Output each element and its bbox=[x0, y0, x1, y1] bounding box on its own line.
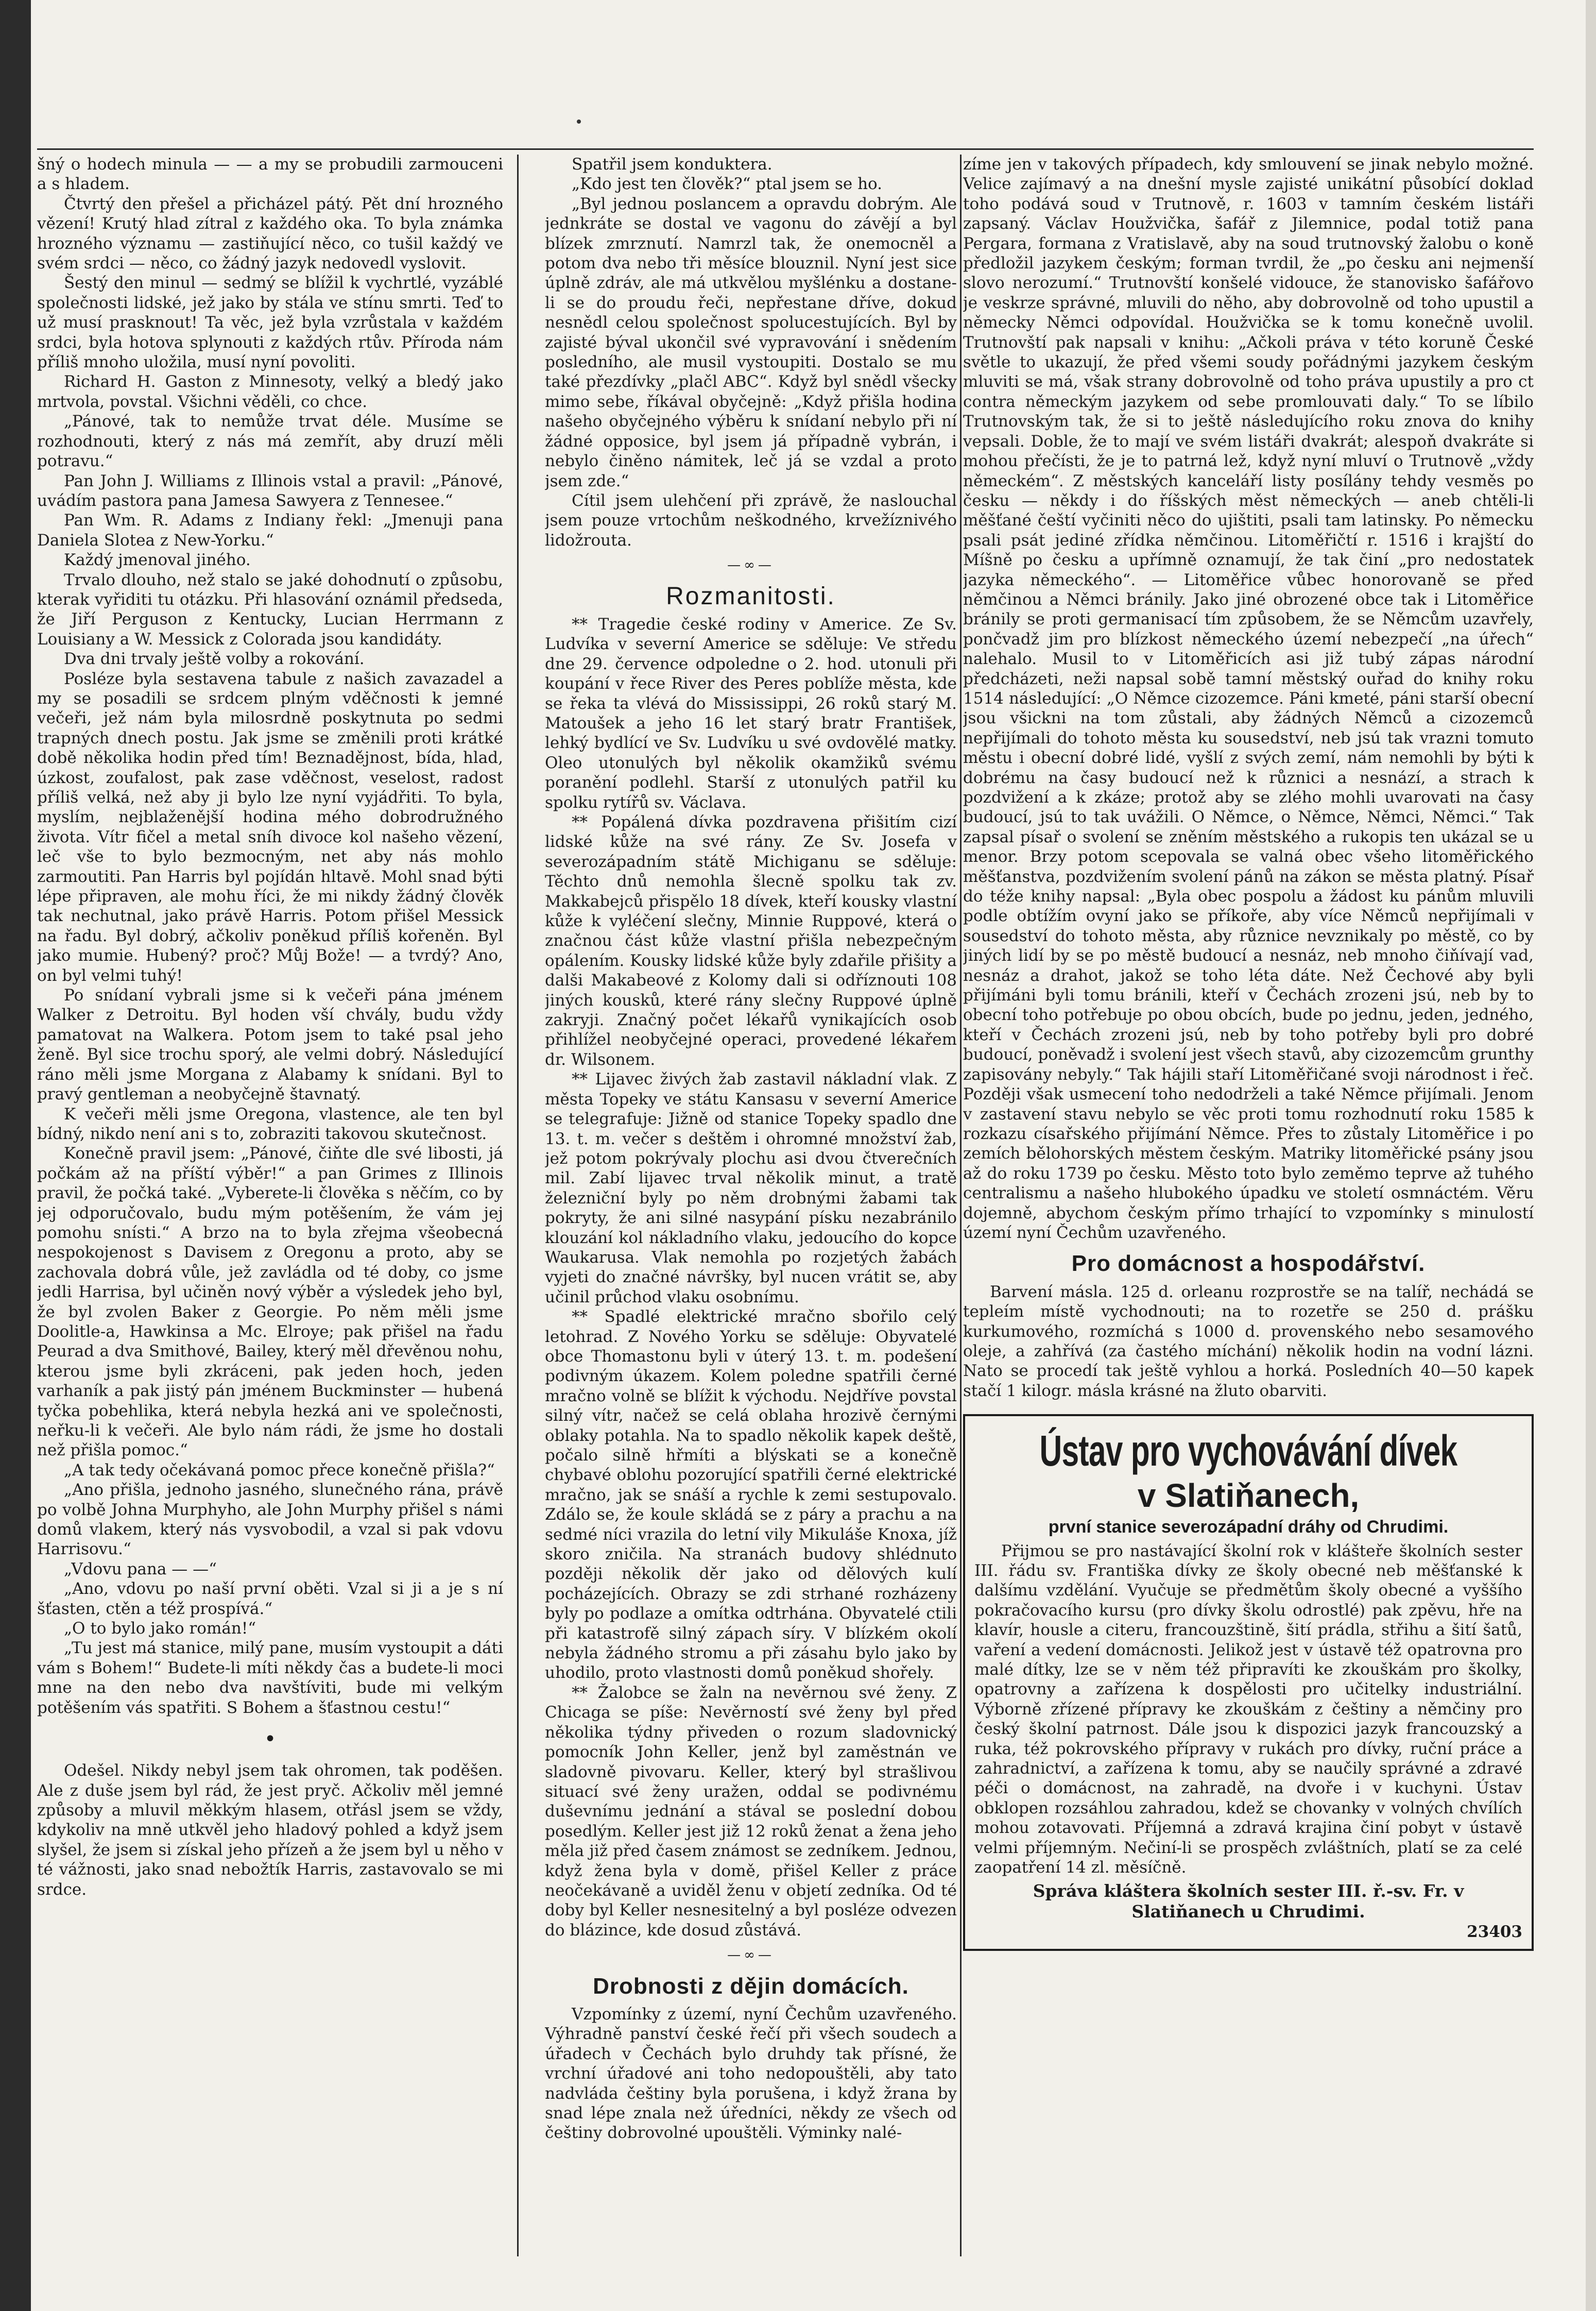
story-paragraph: Cítil jsem ulehčení při zprávě, že naslouchal jsem pouze vrtochům neškodného, krvežíznivého lidožrouta. bbox=[545, 491, 957, 550]
story-paragraph: „Byl jednou poslancem a opravdu dobrým. Ale jednkráte se dostal ve vagonu do závějí a byl blízek zmrznutí. Namrzl tak, že onemocněl a potom dva nebo tři měsíce blouznil. Nyní jest sice úplně zdráv, ale má utkvělou myšlénku a dostane-li se do proudu řeči, nepřestane dříve, dokud nesnědl celou společnost spolucestujících. Byl by zajisté býval ukončil své vypravování i snědením posledního, ale musil vystoupiti. Dostalo se mu také přezdívky „plačl ABC“. Když byl snědl všecky mimo sebe, říkával obyčejně: „Když přišla hodina našeho obyčejného výběru k snídaní nebylo při ní žádné opposice, byl jsem já případně vybrán, i nebylo činěno námitek, leč já se vzdal a proto jsem zde.“ bbox=[545, 194, 957, 490]
story-paragraph: Odešel. Nikdy nebyl jsem tak ohromen, tak poděšen. Ale z duše jsem byl rád, že jest pryč. Ačkoliv měl jemné způsoby a mluvil měkkým hlasem, otřásl jsem se vždy, kdykoliv na mně utkvěl jeho hladový pohled a když jsem slyšel, že jsem si získal jeho přízeň a že jsem byl u něho v té vážnosti, jako snad nebožtík Harris, zastavovalo se mi srdce. bbox=[37, 1761, 503, 1899]
ad-subtitle: první stanice severozápadní dráhy od Chrudimi. bbox=[1048, 1517, 1449, 1537]
ad-title-location: v Slatiňanech, bbox=[1137, 1477, 1360, 1515]
story-paragraph: „Pánové, tak to nemůže trvat déle. Musíme se rozhodnouti, který z nás má zemřít, aby druzí měli potravu.“ bbox=[37, 412, 503, 471]
story-paragraph: Konečně pravil jsem: „Pánové, čiňte dle své libosti, já počkám až na příští výběr!“ a pan Grimes z Illinois pravil, že počká také. „Vyberete-li člověka s něčím, co by jej odporučovalo, budu mým potěšením, že vám jej pomohu snísti.“ A brzo na to byla zřejma všeobecná nespokojenost s Davisem z Oregonu a proto, aby se zachovala dobrá vůle, jež zavládla od té doby, co jsme jedli Harrisa, byl učiněn nový výběr a výsledek jeho byl, že byl zvolen Baker z Georgie. Po něm měli jsme Doolitle-a, Hawkinsa a Mc. Elroye; pak přišel na řadu Peurad a dva Smithové, Bailey, který měl dřevěnou nohu, kterou jsme byli zkráceni, pak jeden hoch, jeden varhaník a pak jistý pán jménem Buckminster — hubená tyčka pobehlika, která nebyla hezká ani ve společnosti, neřku-li k večeři. Ale bylo nám rádi, že jsme ho dostali než přišla pomoc.“ bbox=[37, 1144, 503, 1460]
story-paragraph: Pan Wm. R. Adams z Indiany řekl: „Jmenuji pana Daniela Slotea z New-Yorku.“ bbox=[37, 511, 503, 550]
story-paragraph: K večeři měli jsme Oregona, vlastence, ale ten byl bídný, nikdo není ani s to, zobraziti takovou skutečnost. bbox=[37, 1104, 503, 1143]
story-paragraph: „Kdo jest ten člověk?“ ptal jsem se ho. bbox=[572, 175, 883, 194]
top-rule bbox=[37, 148, 1534, 150]
story-paragraph: Pan John J. Williams z Illinois vstal a pravil: „Pánové, uvádím pastora pana Jamesa Sawyera z Tennesee.“ bbox=[37, 471, 503, 510]
section-heading-domacnost: Pro domácnost a hospodářství. bbox=[1071, 1251, 1426, 1277]
story-paragraph: Čtvrtý den přešel a přicházel pátý. Pět dní hrozného vězení! Krutý hlad zítral z každého oka. To byla známka hrozného významu — zastiňující něco, co tušil každý ve svém srdci — něco, co žádný jazyk nedovedl vyslovit. bbox=[37, 194, 503, 273]
story-paragraph: „Ano přišla, jednoho jasného, slunečného rána, právě po volbě Johna Murphyho, ale John Murphy přišel s námi domů vlakem, který nás vysvobodil, a vzal si pak vdovu Harrisovu.“ bbox=[37, 1481, 503, 1559]
ornament-separator: —∞— bbox=[727, 557, 775, 573]
history-paragraph: Vzpomínky z území, nyní Čechům uzavřeného. Výhradně panství české řečí při všech soudech a úřadech v Čechách bylo druhdy tak přísné, že vrchní úřadové ani toho nedopouštěli, aby tato nadvláda češtiny byla porušena, i když žrana by snad lépe znala než úředníci, někdy ze všech od češtiny dobrovolné upouštěli. Výminky nalé- bbox=[545, 2004, 957, 2143]
story-paragraph: „Tu jest má stanice, milý pane, musím vystoupit a dáti vám s Bohem!“ Budete-li míti někdy čas a budete-li moci mne na den nebo dva navštíviti, bude mi velkým potěšením vás spatřiti. S Bohem a šťastnou cestu!“ bbox=[37, 1639, 503, 1717]
story-paragraph: „O to bylo jako román!“ bbox=[64, 1619, 256, 1638]
news-item: ** Spadlé elektrické mračno sbořilo celý letohrad. Z Nového Yorku se sděluje: Obyvatelé obce Thomastonu byli v úterý 13. t. m. podešení podivným úkazem. Kolem poledne spatřili černé mračno volně se blížit k východu. Nejdříve povstal silný vítr, načež se celá oblaha hrozivě černými oblaky potahla. Na to spadlo několik kapek deště, počalo silně hřmíti a blýskati se a konečně chybavé oblohu pozorující spatřili černé elektrické mračno, jak se snáší a rychle k zemi sestupovalo. Zdálo se, že koule skládá se z páry a prachu a na sedmé níci vrazila do letní vily Mikuláše Knoxa, jíž skoro zničila. Na stranách budovy shlédnuto později několik děr jako od dělových kulí pocházejících. Obrazy se zdi strhané rozházeny byly po podlaze a omítka odtrhána. Obyvatelé ctili při katastrofě silný zápach síry. V blízkém okolí nebyla žádného stromu a při zásahu bylo jako by uhodilo, proto vlastnosti domů poněkud shořely. bbox=[545, 1307, 957, 1683]
story-paragraph: „A tak tedy očekávaná pomoc přece konečně přišla?“ bbox=[64, 1460, 495, 1480]
column-2 bbox=[545, 155, 957, 2256]
page-speck bbox=[577, 120, 581, 124]
story-paragraph: Po snídaní vybrali jsme si k večeři pána jménem Walker z Detroitu. Byl hoden vší chvály, budu vždy pamatovat na Walkera. Potom jsem to také psal jeho ženě. Byl sice trochu sporý, ale velmi dobrý. Následující ráno měli jsme Morgana z Alabamy k snídani. Byl to pravý gentleman a neobyčejně štavnatý. bbox=[37, 986, 503, 1104]
story-paragraph: šný o hodech minula — — a my se probudili zarmouceni a s hladem. bbox=[37, 155, 503, 194]
ad-body: Přijmou se pro nastávající školní rok v klášteře školních sester III. řádu sv. Františka dívky ze školy obecné neb měšťanské k dalšímu vzdělání. Vyučuje se předmětům školy obecné a vyššího pokračovacího kursu (pro dívky školu odrostlé) pak zpěvu, hře na klavír, housle a citeru, francouzštině, šití prádla, střihu a šití šatů, vaření a vedení domácnosti. Jelikož jest v ústavě též opatrovna pro malé dítky, lze se v něm též připravíti ke zkouškám pro školky, opatrovny a zařízena k dospělosti pro učitelky industriální. Výborně zřízené přípravy ke zkouškám z češtiny a němčiny pro český školní patrnost. Dále jsou k dispozici jazyk francouzský a ruka, též pokrovského přípravy v rukách pro dívky, ruční práce a zahradnictví, a zařízena k tomu, aby se naučily správné a zdravé péči o domácnost, na zahradě, na dvoře i v kuchyni. Ústav obklopen rozsáhlou zahradou, kdež se chovanky v volných chvílích mohou zotavovati. Příjemná a zdravá krajina činí pobyt v ústavě velmi příjemným. Nečiní-li se prospěch zvláštních, platí se za celé zaopatření 14 zl. měsíčně. bbox=[974, 1541, 1522, 1877]
history-paragraph: zíme jen v takových případech, kdy smlouvení se jinak nebylo možné. Velice zajímavý a na dnešní mysle zajisté unikátní působící doklad toho podává soud v Trutnově, r. 1603 v tamním českém listáři zapsaný. Václav Houžvička, šafář z Jilemnice, podal totiž pana Pergara, formana z Vratislavě, aby na soud trutnovský žalobu o koně předložil jazykem českým; forman tvrdil, že „po česku ani nejmenší slovo nerozumí.“ Trutnovští konšelé vidouce, že stanovisko šafářovo je veskrze správné, mluvili do něho, aby dobrovolně od toho upustil a německy Němci odpovídal. Houžvička se k tomu konečně uvolil. Trutnovští pak napsali v knihu: „Ačkoli práva v této koruně České světle to ukazují, že před všemi soudy pořádnými jazykem českým mluviti se má, však strany dobrovolně od toho práva upustily a pro ct contra německým jazykem od sebe promlouvati daly.“ To se líbilo Trutnovským tak, že si to ještě následujícího roku znova do knihy vepsali. Doble, že to mají ve svém listáři dvakrát; alespoň dvakráte si mohou přečísti, že je to patrná lež, když nyní mluví o Trutnově „vždy německém“. Z městských kanceláří listy posílány tehdy vesměs po česku — někdy i do říšských měst německých — aneb chtěli-li měšťané čeští vyčiniti něco do ujištiti, psali tam latinsky. Po německu psali psát jediné zřídka němčinou. Litoměřičtí r. 1516 i krajští do Míšně po česku a upřímně oznamují, že tak činí „pro nedostatek jazyka německého“. — Litoměřice vůbec honorovaně se před němčinou a Němci bránily. Jako jiné obrozené obce tak i Litoměřice bránily se proti germanisací tím způsobem, že se Němcům uzavřely, pončvadž jim pro blízkost německého území nebezpečí „na úřech“ nalehalo. Musil to v Litoměřicích asi již tubý zápas národní předcházeti, neži napsal sobě tamní městský ouřad do knihy roku 1514 následující: „O Němce cizozemce. Páni kmeté, páni starší obecní jsou všickni na tom zůstali, aby žádných Němců a cizozemců nepřijímali do tohoto města ku sousedství, neb jsú tak vrazni tomuto městu i obecní dobré lidé, vyšlí z svých zemí, nám nemohli by býti k dobrému na časy budoucí než k různici a nesnází, a strach k pozdvižení a k zkáze; protož aby se zlého mohli uvarovati na časy budoucí, jsú to tak uvážili. O Němce, o Němce, Němci, Němci.“ Tak zapsal písař o svolení se zněním městského a rukopis ten ukázal se u menor. Brzy potom scepovala se valná obec všeho litoměřického měšťanstva, pozdvižením svolení pánů na zákon se města platný. Písař do téže knihy napsal: „Byla obec pospolu a žádost ku pánům mluvili podle obtížím ovyní jako se příkoře, aby více Němců nepřijímali v sousedství do tohoto města, aby různice nevznikaly po městě, co by jiných lidí by se po městě budoucí a nesnáz, neb mnoho čiňívají vad, nesnáz a drahot, jakož se toho léta dáte. Než Čechové aby byli přijímáni byli tomu bránili, kteří v Čechách zrozeni jsú, neb by to obecní toho potřebuje po obou obcích, bude po jednu, jeden, jedného, kteří v Čechách zrozeni jsú, neb by toho potřeby byli pro dobré budoucí, poněvadž i svolení jest všech stavů, aby cizozemcům grunthy zapisovány nebyly.“ Tak hájili staří Litoměřičané svoji národnost i řeč. Později však usmecení toho nedodrželi a také Němce přijímali. Jenom v zastavení stavu nebylo se věc proti tomu rozhodnutí roku 1585 k rozkazu císařského přijímání Němce. Přes to zůstaly Litoměřice i po zemích bělohorských městem českým. Matriky litoměřické psány jsou až do roku 1739 po česku. Město toto bylo zeměmo teprve až tuhého centralismu a našeho hlubokého úpadku ve století osmnáctém. Věru dojemně, abychom českým přímo trhající to vzpomínky s minulostí území nyní Čechům uzavřeného. bbox=[963, 155, 1534, 1242]
story-paragraph: Posléze byla sestavena tabule z našich zavazadel a my se posadili se srdcem plným vděčnosti k jemné večeři, jež nám byla milosrdně poskytnuta po sedmi trapných dnech postu. Jak jsme se změnili proti krátké době několika hodin před tím! Beznadějnost, bída, hlad, úzkost, zoufalost, pak zase vděčnost, veselost, radost příliš velká, než aby ji bylo lze nyní vyjádřiti. To byla, myslím, nejblaženější hodina mého dobrodružného života. Vítr fičel a metal sníh divoce kol našeho vězení, leč vše to bylo bezmocným, net aby nás mohlo zarmoutiti. Pan Harris byl pojídán hltavě. Mohl snad býti lépe připraven, ale mohu říci, že mi nikdy žádný člověk tak nechutnal, jako právě Harris. Potom přišel Messick na řadu. Byl dobrý, ačkoliv poněkud příliš kořeněn. Byl jako mumie. Hubený? proč? Můj Bože! — a tvrdý? Ano, on byl velmi tuhý! bbox=[37, 669, 503, 985]
news-item: ** Popálená dívka pozdravena přišitím cizí lidské kůže na své rány. Ze Sv. Josefa v severozápadním státě Michiganu se sděluje: Těchto dnů nemohla šlecně spolku tak zv. Makkabejců přispělo 18 dívek, kteří kousky vlastní kůže k vyléčení slečny, Minnie Ruppové, která o značnou část kůže vlastní přišla nebezpečným opálením. Kousky lidské kůže byly zdařile přišity a dalši Makabeové z Kolomy dali si odříznouti 108 jiných kousků, které rány slečny Ruppové úplně zakryji. Značný počet lékařů vynikajících osob přihlížel neobyčejné operaci, provedené lékařem dr. Wilsonem. bbox=[545, 813, 957, 1069]
ad-footer: Správa kláštera školních sester III. ř.-sv. Fr. v Slatiňanech u Chrudimi. bbox=[1033, 1880, 1464, 1922]
news-item: ** Lijavec živých žab zastavil nákladní vlak. Z města Topeky ve státu Kansasu v severní Americe se telegrafuje: Jižně od stanice Topeky spadlo dne 13. t. m. večer s deštěm i ohromné množství žab, jež potom pokrývaly plochu asi dvou čtverečních mil. Zabí lijavec trval několik minut, a tratě železniční byly po něm drobnými žabami tak pokryty, že ani silné nasypání písku nezabránilo klouzání kol nákladního vlaku, jedoucího do kopce Waukarusa. Vlak nemohla po rozjetých žabách vyjeti do značné návršky, byl nucen vrátit se, aby učinil průchod vlaku osobnímu. bbox=[545, 1070, 957, 1306]
column-1 bbox=[37, 155, 503, 2256]
section-heading-drobnosti: Drobnosti z dějin domácích. bbox=[593, 1973, 909, 1999]
news-item: ** Tragedie české rodiny v Americe. Ze Sv. Ludvíka v severní Americe se sděluje: Ve středu dne 29. července odpoledne o 2. hod. utonuli při koupání v řece River des Peres poblíže města, kde se řeka ta vlévá do Mississippi, 26 roků starý M. Matoušek a jeho 16 let starý bratr František, lehký bydlící ve Sv. Ludvíku u své ovdovělé matky. Oleo utonulých byl několik okamžiků svému poranění podlehl. Starší z utonulých patřil ku spolku rytířů sv. Václava. bbox=[545, 615, 957, 812]
ad-number: 23403 bbox=[1467, 1922, 1522, 1941]
section-heading-rozmanitosti: Rozmanitosti. bbox=[666, 582, 836, 610]
news-item: ** Žalobce se žaln na nevěrnou své ženy. Z Chicaga se píše: Nevěrností své ženy byl před několika týdny přiveden o rozum sladovnický pomocník John Keller, jenž byl zaměstnán ve sladovně pivovaru. Keller, který byl strašlivou situací své ženy uražen, oddal se podivnému duševnímu jednání a stával se poslední dobou posedlým. Keller jest již 12 roků ženat a žena jeho měla již před časem známost se zedníkem. Jednou, když žena byla v domě, přišel Keller z práce neočekávaně a uviděl ženu v objetí zedníka. Od té doby byl Keller nesnesitelný a byl posléze odvezen do blázince, kde dosud zůstává. bbox=[545, 1683, 957, 1940]
household-tip: Barvení másla. 125 d. orleanu rozprostře se na talíř, nechádá se tepleím místě vychodnouti; na to rozetře se 250 d. prášku kurkumového, rozmíchá s 1000 d. provenského nebo sesamového oleje, a zahřívá (za častého míchání) několik hodin na vodní lázni. Nato se procedí tak ještě vyhlou a horká. Posledních 40—50 kapek stačí 1 kilogr. másla krásné na žluto obarviti. bbox=[963, 1282, 1534, 1400]
scan-left-edge bbox=[0, 0, 31, 2311]
ornament-separator: —∞— bbox=[727, 1947, 775, 1963]
section-bullet: • bbox=[264, 1727, 277, 1752]
scan-right-edge bbox=[1586, 0, 1596, 2311]
story-paragraph: „Vdovu pana — —“ bbox=[64, 1559, 217, 1578]
column-rule-1 bbox=[517, 155, 519, 2256]
story-paragraph: Šestý den minul — sedmý se blížil k vychrtlé, vyzáblé společnosti lidské, jež jako by stála ve stínu smrti. Teď to už musí prasknout! Ta věc, jež byla vzrůstala v každém srdci, byla hotova splynouti z každých rtův. Příroda nám příliš mnoho uložila, musí nyní povoliti. bbox=[37, 274, 503, 372]
ad-title: Ústav pro vychovávání dívek bbox=[1039, 1426, 1457, 1475]
school-advertisement bbox=[963, 1414, 1534, 1951]
story-paragraph: Dva dni trvaly ještě volby a rokování. bbox=[64, 650, 365, 669]
story-paragraph: Každý jmenoval jiného. bbox=[64, 551, 251, 570]
story-paragraph: Spatřil jsem konduktera. bbox=[572, 155, 773, 174]
story-paragraph: Trvalo dlouho, než stalo se jaké dohodnutí o způsobu, kterak vyřiditi tu otázku. Při hlasování oznámil předseda, že Jiří Perguson z Kentucky, Lucian Herrmann z Louisiany a W. Messick z Colorada jsou kandidáty. bbox=[37, 570, 503, 649]
column-rule-2 bbox=[960, 155, 962, 2256]
story-paragraph: Richard H. Gaston z Minnesoty, velký a bledý jako mrtvola, povstal. Všichni věděli, co chce. bbox=[37, 372, 503, 411]
story-paragraph: „Ano, vdovu po naší první oběti. Vzal si ji a je s ní šťasten, ctěn a též prospívá.“ bbox=[37, 1579, 503, 1618]
column-3 bbox=[963, 155, 1534, 2256]
